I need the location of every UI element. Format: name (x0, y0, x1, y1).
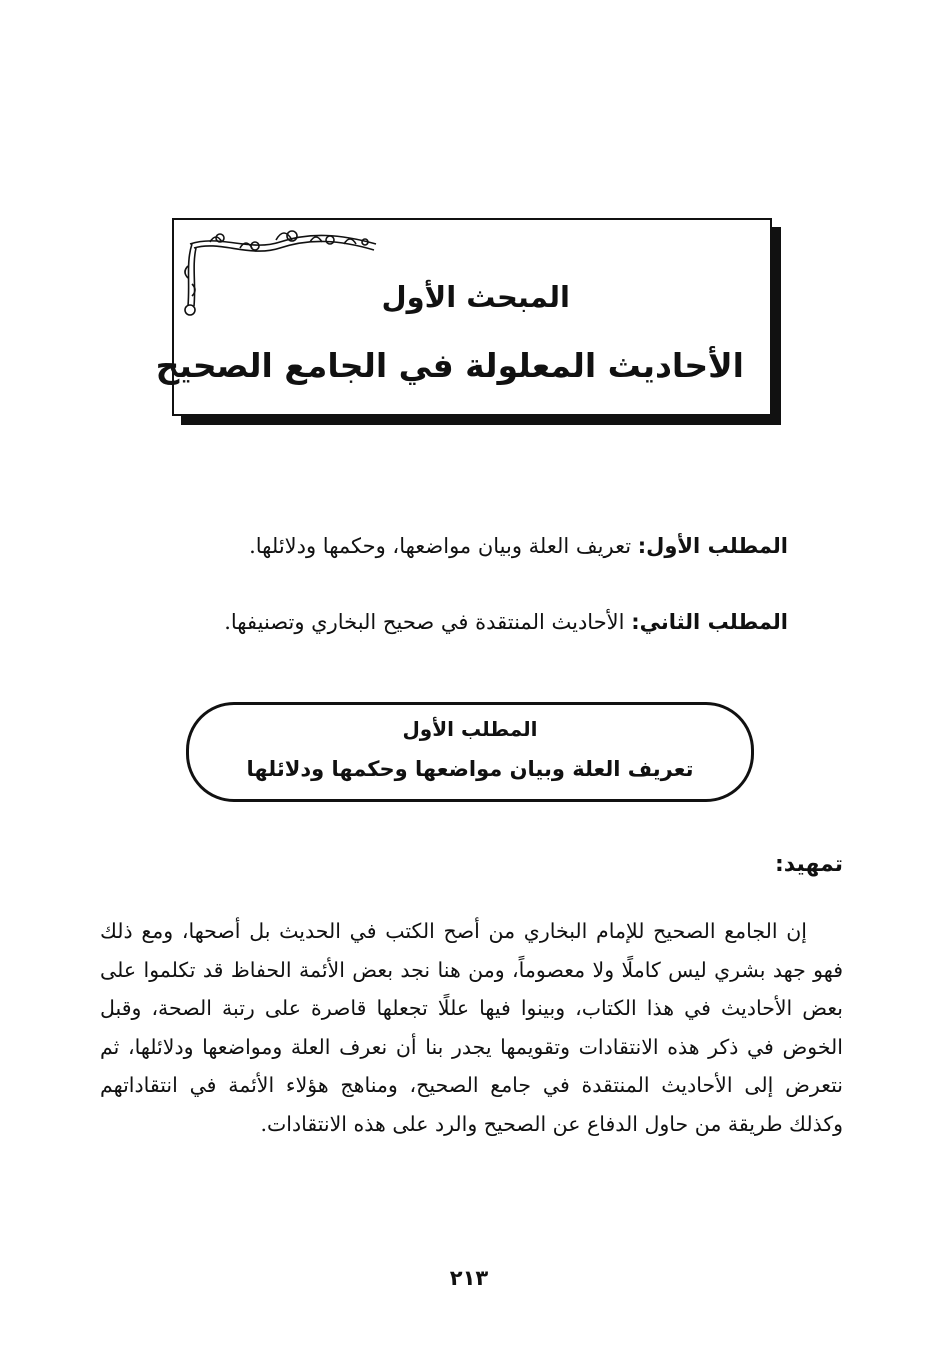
chapter-title-box (155, 218, 772, 416)
section-heading: المطلب الأول (402, 717, 538, 741)
chapter-title: الأحاديث المعلولة في الجامع الصحيح (155, 346, 744, 385)
outline-item-label: المطلب الثاني: (631, 610, 788, 634)
page-number: ٢١٣ (449, 1266, 489, 1290)
section-title: تعريف العلة وبيان مواضعها وحكمها ودلائلها (246, 757, 694, 781)
body-paragraph: إن الجامع الصحيح للإمام البخاري من أصح الكتب في الحديث بل أصحها، ومع ذلك فهو جهد بشري ليس كاملًا ولا معصوماً، ومن هنا نجد بعض الأئمة الحفاظ قد تكلموا على بعض الأحاديث في هذا الكتاب، وبينوا فيها عللًا تجعلها قاصرة على رتبة الصحة، وقبل الخوض في ذكر هذه الانتقادات وتقويمها يجدر بنا أن نعرف العلة ومواضعها ودلائلها، ثم نتعرض إلى الأحاديث المنتقدة في جامع الصحيح، ومناهج هؤلاء الأئمة في انتقاداتهم وكذلك طريقة من حاول الدفاع عن الصحيح والرد على هذه الانتقادات. (100, 919, 843, 1136)
outline-item-label: المطلب الأول: (637, 534, 788, 558)
chapter-heading: المبحث الأول (381, 280, 570, 314)
outline-item-2 (224, 610, 788, 634)
intro-heading: تمهيد: (774, 852, 843, 877)
section-title-box (186, 702, 754, 802)
outline-item-1 (249, 534, 788, 558)
floral-ornament-icon (180, 222, 380, 318)
outline-item-text: الأحاديث المنتقدة في صحيح البخاري وتصنيفها. (224, 610, 625, 634)
outline-item-text: تعريف العلة وبيان مواضعها، وحكمها ودلائلها. (249, 534, 632, 558)
